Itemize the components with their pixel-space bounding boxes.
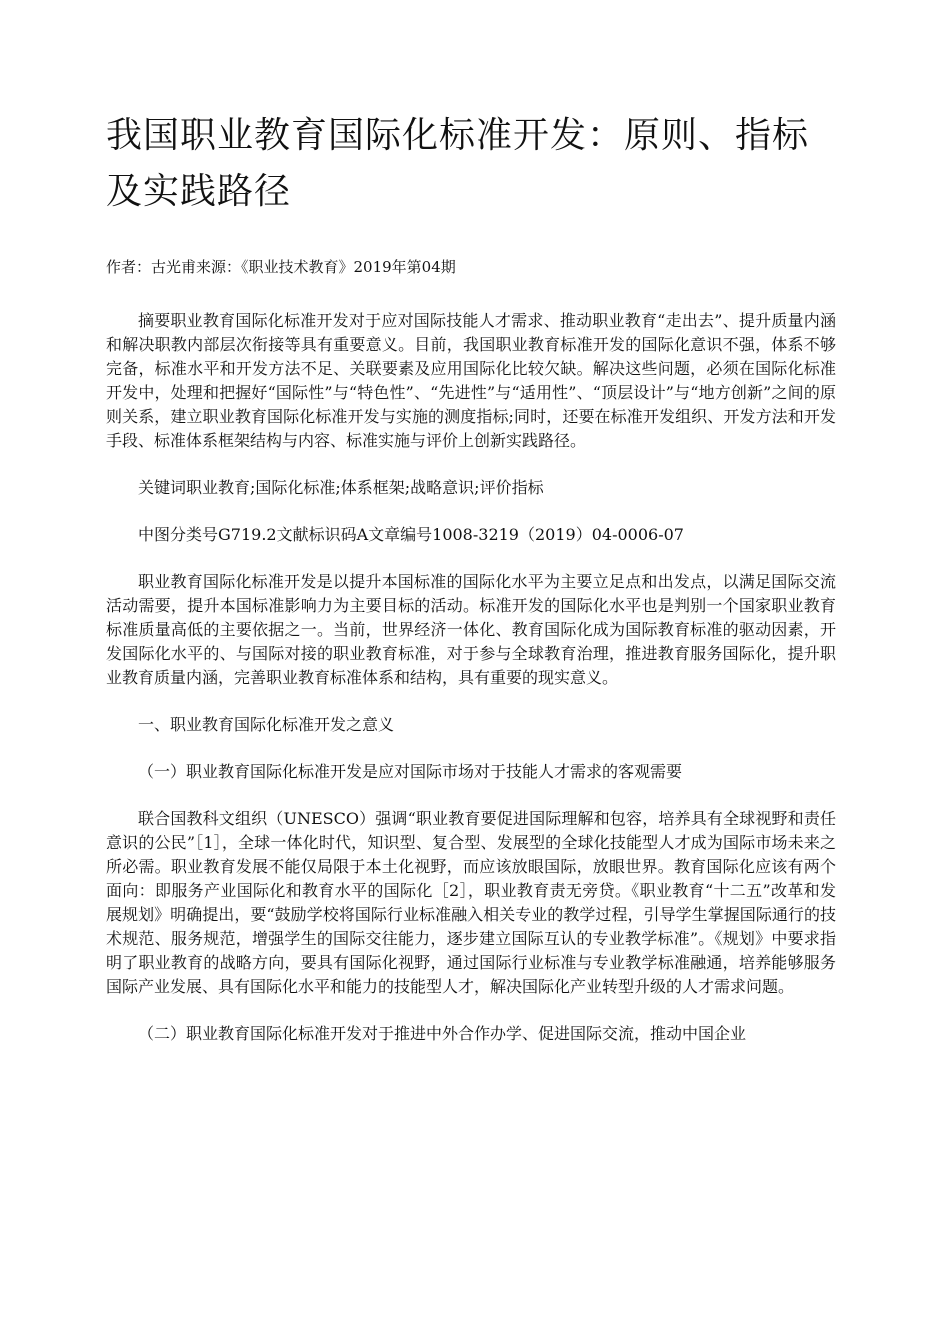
author-source-line: 作者：古光甫来源：《职业技术教育》2019年第04期 [106,258,456,276]
keywords-line: 关键词职业教育;国际化标准;体系框架;战略意识;评价指标 [138,478,544,497]
subsection-heading-1: （一）职业教育国际化标准开发是应对国际市场对于技能人才需求的客观需要 [138,762,683,781]
subsection-1-paragraph: 联合国教科文组织（UNESCO）强调“职业教育要促进国际理解和包容，培养具有全球视野和责任意识的公民”［1］，全球一体化时代，知识型、复合型、发展型的全球化技能型人才成为国际市场未来之所必需。职业教育发展不能仅局限于本土化视野，而应该放眼国际，放眼世界。教育国际化应该有两个面向：即服务产业国际化和教育水平的国际化［2］，职业教育责无旁贷。《职业教育“十二五”改革和发展规划》明确提出，要“鼓励学校将国际行业标准融入相关专业的教学过程，引导学生掌握国际通行的技术规范、服务规范，增强学生的国际交往能力，逐步建立国际互认的专业教学标准”。《规划》中要求指明了职业教育的战略方向，要具有国际化视野，通过国际行业标准与专业教学标准融通，培养能够服务国际产业发展、具有国际化水平和能力的技能型人才，解决国际化产业转型升级的人才需求问题。 [106,809,836,996]
intro-paragraph: 职业教育国际化标准开发是以提升本国标准的国际化水平为主要立足点和出发点，以满足国际交流活动需要，提升本国标准影响力为主要目标的活动。标准开发的国际化水平也是判别一个国家职业教育标准质量高低的主要依据之一。当前，世界经济一体化、教育国际化成为国际教育标准的驱动因素，开发国际化水平的、与国际对接的职业教育标准，对于参与全球教育治理，推进教育服务国际化，提升职业教育质量内涵，完善职业教育标准体系和结构，具有重要的现实意义。 [106,572,836,687]
section-heading-1: 一、职业教育国际化标准开发之意义 [138,715,395,734]
abstract-paragraph: 摘要职业教育国际化标准开发对于应对国际技能人才需求、推动职业教育“走出去”、提升质量内涵和解决职教内部层次衔接等具有重要意义。目前，我国职业教育标准开发的国际化意识不强，体系不够完备，标准水平和开发方法不足、关联要素及应用国际化比较欠缺。解决这些问题，必须在国际化标准开发中，处理和把握好“国际性”与“特色性”、“先进性”与“适用性”、“顶层设计”与“地方创新”之间的原则关系，建立职业教育国际化标准开发与实施的测度指标;同时，还要在标准开发组织、开发方法和开发手段、标准体系框架结构与内容、标准实施与评价上创新实践路径。 [106,311,836,450]
document-title: 我国职业教育国际化标准开发：原则、指标及实践路径 [106,115,810,212]
document-content [106,108,836,1046]
classification-line: 中图分类号G719.2文献标识码A文章编号1008-3219（2019）04-0006-07 [138,525,684,544]
subsection-heading-2: （二）职业教育国际化标准开发对于推进中外合作办学、促进国际交流，推动中国企业 [138,1024,747,1043]
